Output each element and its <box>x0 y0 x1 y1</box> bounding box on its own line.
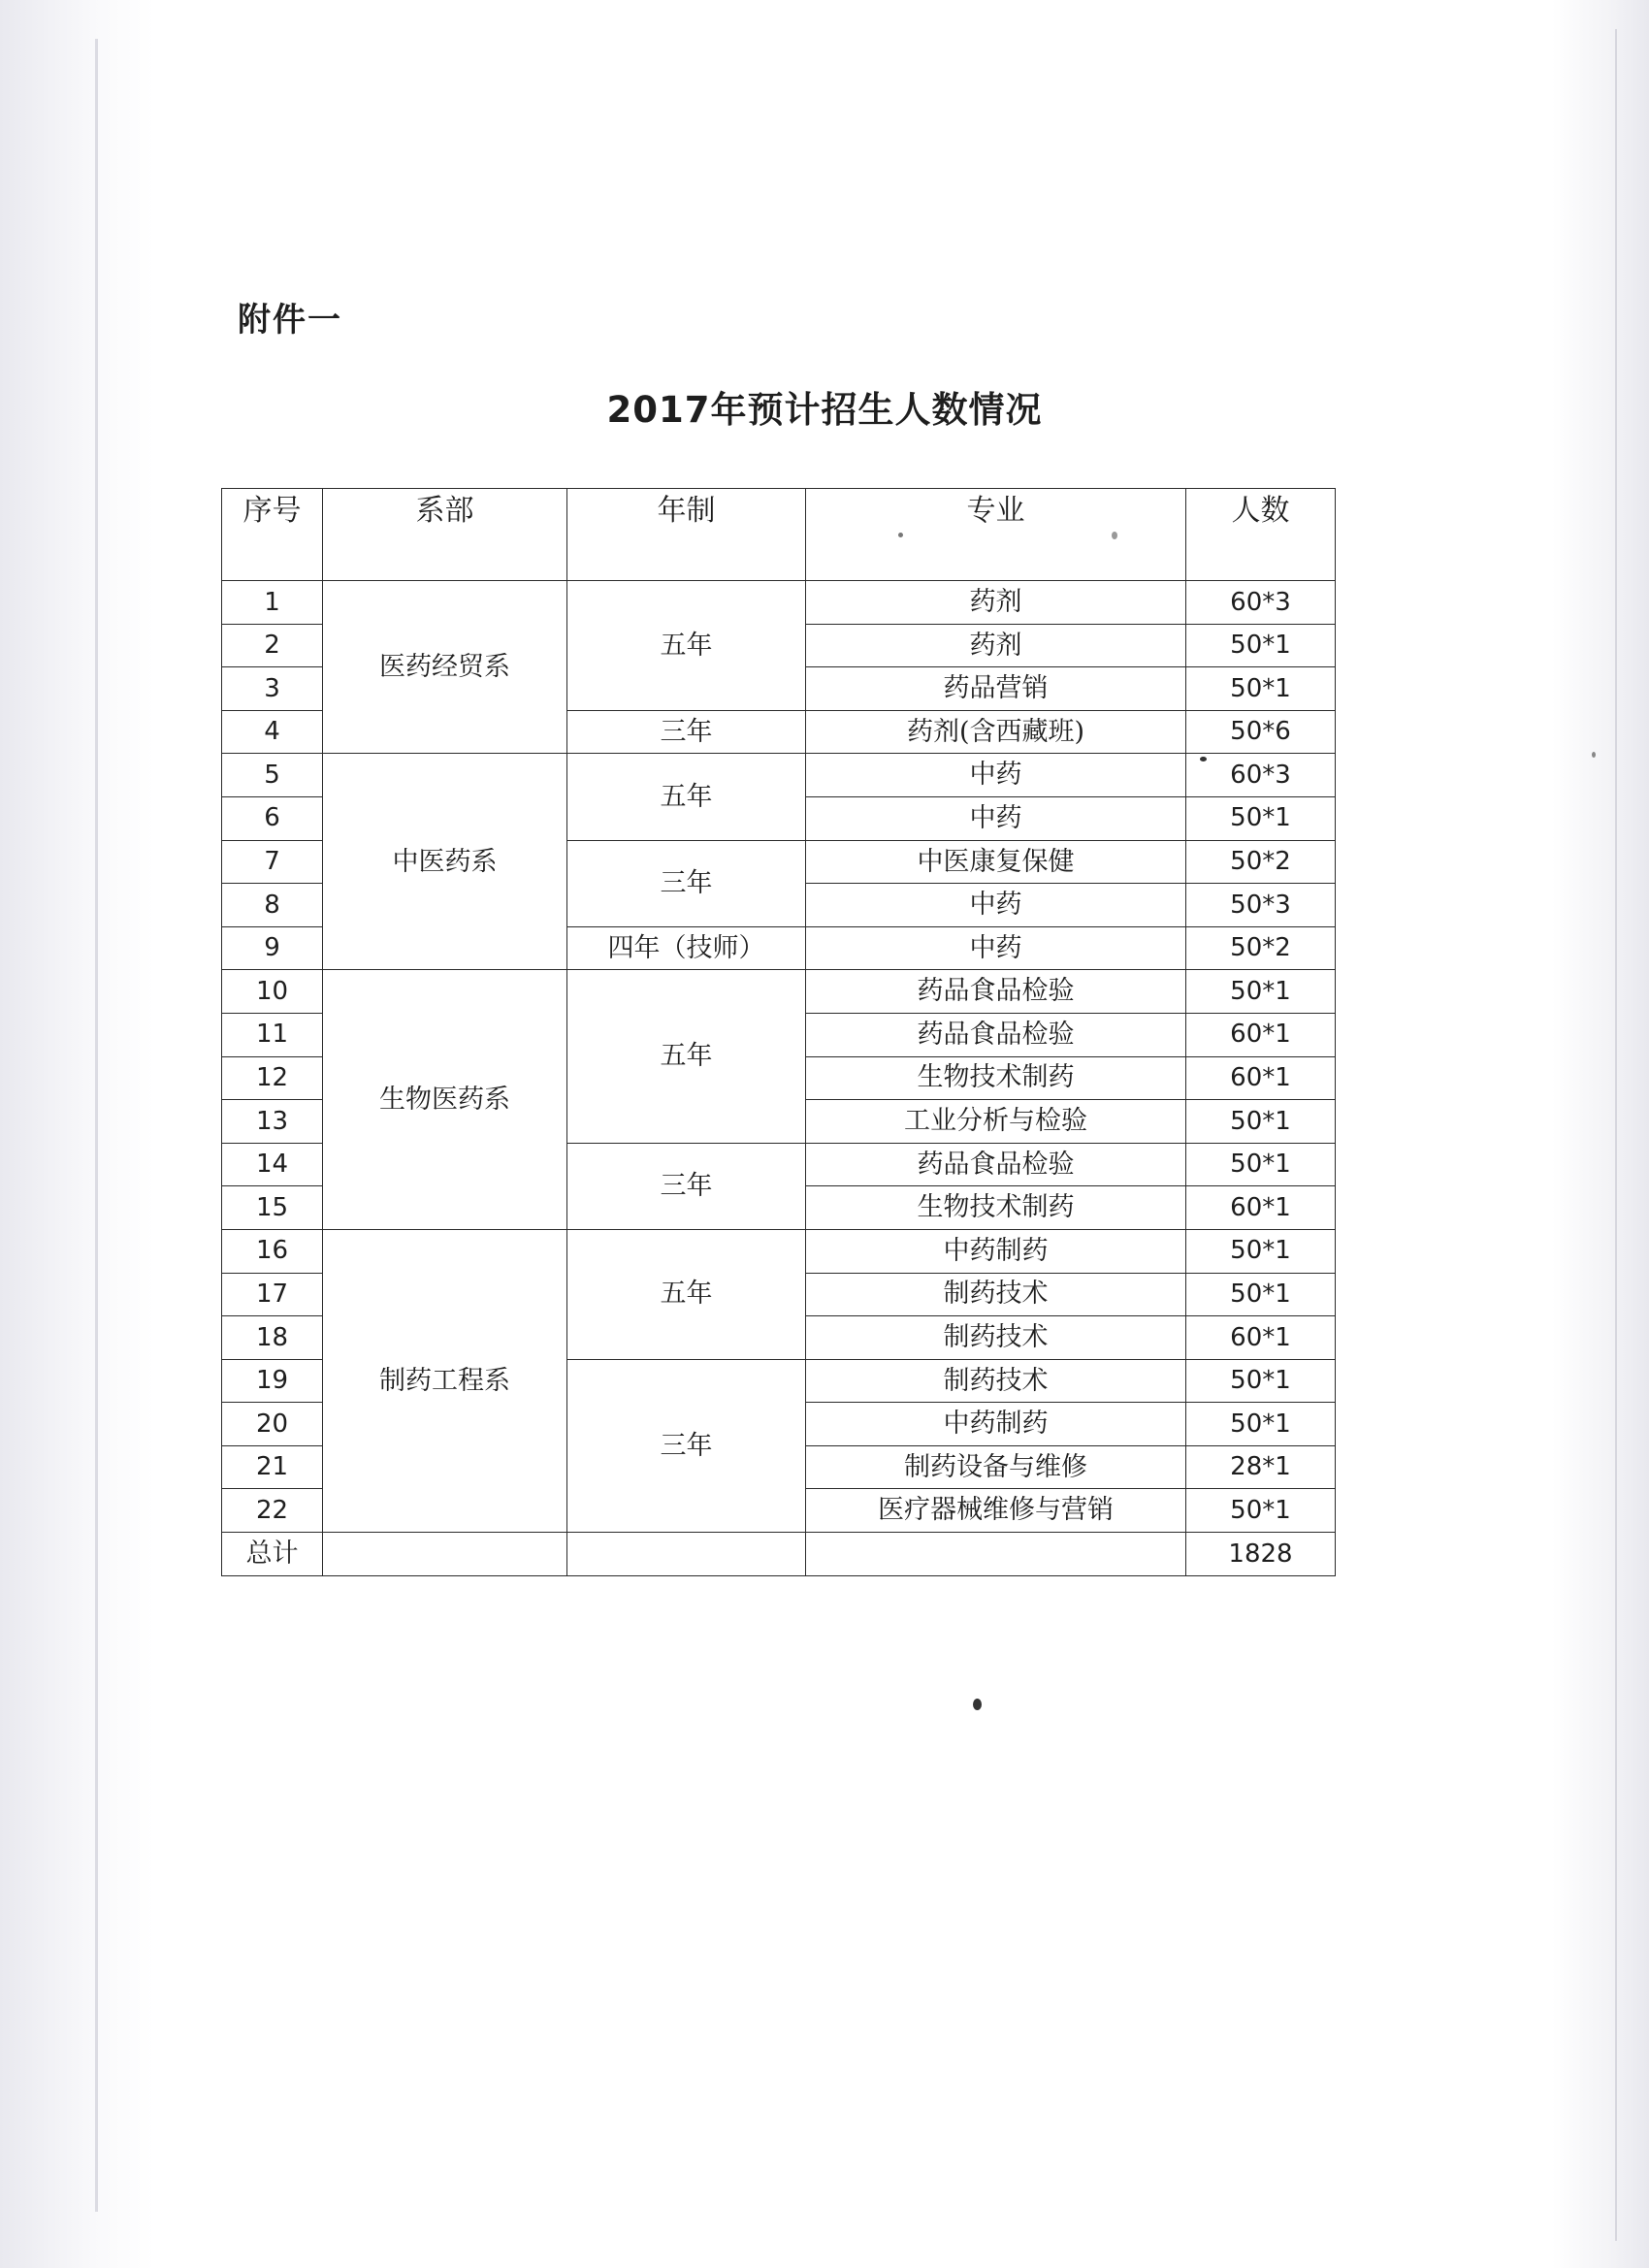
scan-speck <box>973 1699 982 1710</box>
row-index: 20 <box>222 1403 323 1446</box>
row-index: 10 <box>222 970 323 1014</box>
duration-cell: 五年 <box>567 970 806 1143</box>
table-row <box>222 1229 1336 1273</box>
row-index: 18 <box>222 1316 323 1360</box>
count-cell: 50*3 <box>1186 884 1336 927</box>
major-cell: 生物技术制药 <box>806 1056 1186 1100</box>
duration-cell: 三年 <box>567 1143 806 1229</box>
header-duration: 年制 <box>567 489 806 581</box>
major-cell: 药剂(含西藏班) <box>806 710 1186 754</box>
total-empty-cell <box>323 1533 567 1576</box>
count-cell: 50*1 <box>1186 624 1336 667</box>
scan-speck <box>1112 532 1117 539</box>
major-cell: 中药制药 <box>806 1403 1186 1446</box>
major-cell: 中药 <box>806 884 1186 927</box>
major-cell: 生物技术制药 <box>806 1186 1186 1230</box>
attachment-label: 附件一 <box>238 301 342 340</box>
scan-speck <box>898 533 903 537</box>
count-cell: 60*1 <box>1186 1316 1336 1360</box>
count-cell: 50*1 <box>1186 1489 1336 1533</box>
major-cell: 药品食品检验 <box>806 970 1186 1014</box>
duration-cell: 三年 <box>567 840 806 926</box>
row-index: 14 <box>222 1143 323 1186</box>
major-cell: 制药技术 <box>806 1273 1186 1316</box>
count-cell: 50*1 <box>1186 1359 1336 1403</box>
row-index: 4 <box>222 710 323 754</box>
header-index: 序号 <box>222 489 323 581</box>
major-cell: 药剂 <box>806 624 1186 667</box>
total-row <box>222 1533 1336 1576</box>
row-index: 8 <box>222 884 323 927</box>
paper-fold-right <box>1615 29 1617 2241</box>
count-cell: 50*2 <box>1186 926 1336 970</box>
count-cell: 50*2 <box>1186 840 1336 884</box>
department-cell: 医药经贸系 <box>323 581 567 754</box>
count-cell: 60*3 <box>1186 754 1336 797</box>
count-cell: 50*1 <box>1186 796 1336 840</box>
count-cell: 60*1 <box>1186 1186 1336 1230</box>
total-label: 总计 <box>222 1533 323 1576</box>
count-cell: 60*1 <box>1186 1056 1336 1100</box>
row-index: 16 <box>222 1229 323 1273</box>
major-cell: 中药 <box>806 754 1186 797</box>
duration-cell: 三年 <box>567 710 806 754</box>
major-cell: 制药技术 <box>806 1359 1186 1403</box>
count-cell: 50*1 <box>1186 1273 1336 1316</box>
major-cell: 中医康复保健 <box>806 840 1186 884</box>
enrollment-table <box>221 488 1336 1576</box>
row-index: 21 <box>222 1445 323 1489</box>
row-index: 6 <box>222 796 323 840</box>
count-cell: 50*1 <box>1186 1403 1336 1446</box>
department-cell: 制药工程系 <box>323 1229 567 1532</box>
major-cell: 医疗器械维修与营销 <box>806 1489 1186 1533</box>
table-row <box>222 581 1336 625</box>
total-empty-cell <box>806 1533 1186 1576</box>
major-cell: 药剂 <box>806 581 1186 625</box>
count-cell: 50*6 <box>1186 710 1336 754</box>
row-index: 15 <box>222 1186 323 1230</box>
header-department: 系部 <box>323 489 567 581</box>
table-row <box>222 970 1336 1014</box>
count-cell: 50*1 <box>1186 1143 1336 1186</box>
scan-speck <box>1200 757 1207 761</box>
major-cell: 制药技术 <box>806 1316 1186 1360</box>
major-cell: 中药制药 <box>806 1229 1186 1273</box>
total-empty-cell <box>567 1533 806 1576</box>
count-cell: 60*3 <box>1186 581 1336 625</box>
paper-fold-left <box>95 39 98 2212</box>
major-cell: 中药 <box>806 926 1186 970</box>
row-index: 11 <box>222 1013 323 1056</box>
major-cell: 药品营销 <box>806 667 1186 711</box>
scan-speck <box>1592 752 1596 758</box>
table-header-row <box>222 489 1336 581</box>
count-cell: 50*1 <box>1186 1100 1336 1144</box>
row-index: 3 <box>222 667 323 711</box>
major-cell: 制药设备与维修 <box>806 1445 1186 1489</box>
row-index: 19 <box>222 1359 323 1403</box>
row-index: 2 <box>222 624 323 667</box>
row-index: 1 <box>222 581 323 625</box>
document-title: 2017年预计招生人数情况 <box>606 389 1043 431</box>
row-index: 5 <box>222 754 323 797</box>
department-cell: 中医药系 <box>323 754 567 970</box>
duration-cell: 五年 <box>567 754 806 840</box>
row-index: 7 <box>222 840 323 884</box>
row-index: 12 <box>222 1056 323 1100</box>
count-cell: 60*1 <box>1186 1013 1336 1056</box>
major-cell: 工业分析与检验 <box>806 1100 1186 1144</box>
duration-cell: 五年 <box>567 581 806 711</box>
total-count: 1828 <box>1186 1533 1336 1576</box>
header-count: 人数 <box>1186 489 1336 581</box>
major-cell: 中药 <box>806 796 1186 840</box>
row-index: 17 <box>222 1273 323 1316</box>
count-cell: 50*1 <box>1186 970 1336 1014</box>
row-index: 13 <box>222 1100 323 1144</box>
duration-cell: 五年 <box>567 1229 806 1359</box>
count-cell: 28*1 <box>1186 1445 1336 1489</box>
count-cell: 50*1 <box>1186 1229 1336 1273</box>
row-index: 22 <box>222 1489 323 1533</box>
duration-cell: 四年（技师） <box>567 926 806 970</box>
major-cell: 药品食品检验 <box>806 1143 1186 1186</box>
table-row <box>222 754 1336 797</box>
duration-cell: 三年 <box>567 1359 806 1532</box>
row-index: 9 <box>222 926 323 970</box>
count-cell: 50*1 <box>1186 667 1336 711</box>
header-major: 专业 <box>806 489 1186 581</box>
department-cell: 生物医药系 <box>323 970 567 1230</box>
major-cell: 药品食品检验 <box>806 1013 1186 1056</box>
